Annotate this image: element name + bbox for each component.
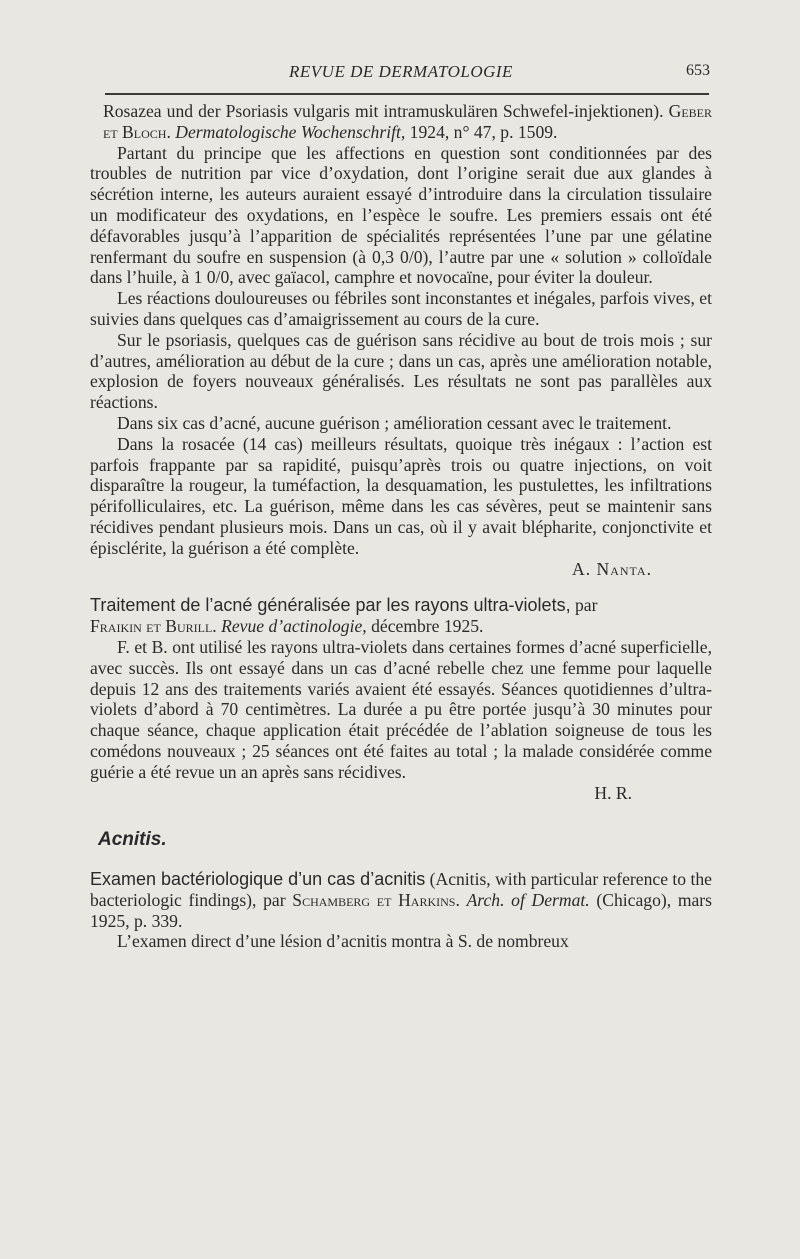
page-header bbox=[92, 62, 710, 86]
journal-name: Dermatologische Wochenschrift, bbox=[175, 121, 406, 142]
article-title: Traitement de l’acné généralisée par les rayons ultra-violets, bbox=[90, 595, 571, 616]
signature: H. R. bbox=[594, 782, 632, 803]
by-word: par bbox=[574, 595, 598, 616]
paragraph: L’examen direct d’une lésion d’acnitis montra à S. de nombreux bbox=[117, 931, 569, 952]
citation-date: décembre 1925. bbox=[371, 616, 484, 637]
header-rule bbox=[105, 93, 709, 95]
journal-name: Revue d’actinologie, bbox=[221, 616, 367, 637]
paragraph: F. et B. ont utilisé les rayons ultra-violets dans certaines formes d’acné superficielle, avec succès. Ils ont essayé dans un cas d’acné rebelle chez une femme pour laquelle depuis 12 ans des traitements variés avaient été essayés. Séances quotidiennes d’ultra-violets d’abord à 70 centimètres. La durée a pu être portée jusqu’à 30 minutes pour chaque séance, chaque application était précédée de l’ablation soigneuse de tous les comédons nouveaux ; 25 séances ont été faites au total ; la malade considérée comme guérie a été revue un an après sans récidives. bbox=[90, 636, 712, 782]
spacer bbox=[90, 803, 712, 830]
signature: A. Nanta. bbox=[572, 558, 652, 579]
article-authors: Geber et Bloch. bbox=[103, 101, 712, 142]
paragraph: Sur le psoriasis, quelques cas de guérison sans récidive au bout de trois mois ; sur d’autres, amélioration au début de la cure ; dans un cas, après une amélioration notable, explosion de foyers nouveaux généralisés. Les résultats ne sont pas parallèles aux réactions. bbox=[90, 329, 712, 413]
spacer bbox=[90, 579, 712, 595]
running-title: REVUE DE DERMATOLOGIE bbox=[289, 62, 513, 81]
page-body bbox=[90, 101, 712, 952]
paragraph: Dans la rosacée (14 cas) meilleurs résultats, quoique très inégaux : l’action est parfois frappante par sa rapidité, puisqu’après trois ou quatre injections, on voit disparaître la rougeur, la tuméfaction, la desquamation, les pustulettes, les infiltrations périfolliculaires, etc. La guérison, même dans les cas sévères, peut se maintenir sans récidives pendant plusieurs mois. Dans un cas, où il y avait blépharite, conjonctivite et épisclérite, la guérison a été complète. bbox=[90, 433, 712, 558]
citation-details: 1924, n° 47, p. 1509. bbox=[409, 121, 558, 142]
citation-details: (Chicago), mars 1925, p. 339. bbox=[90, 889, 713, 931]
paragraph: Les réactions douloureuses ou fébriles sont inconstantes et inégales, parfois vives, et suivies dans quelques cas d’amaigrissement au cours de la cure. bbox=[90, 288, 712, 329]
paragraph: Dans six cas d’acné, aucune guérison ; amélioration cessant avec le traitement. bbox=[117, 412, 672, 433]
article-heading bbox=[90, 595, 712, 637]
article-authors: Fraikin et Burill. bbox=[90, 616, 217, 637]
article-authors: Schamberg et Harkins. bbox=[292, 889, 460, 910]
article-heading bbox=[90, 869, 712, 931]
paragraph: Partant du principe que les affections en question sont conditionnées par des troubles de nutrition par vice d’oxydation, dont l’origine serait due aux glandes à sécrétion interne, les auteurs auraient essayé d’introduire dans la circulation tissulaire un modificateur des oxydations, en l’espèce le soufre. Les premiers essais ont été défavorables jusqu’à l’apparition de spécialités représentées l’une par une gélatine renfermant du soufre en suspension (à 0,3 0/0), l’autre par une « solution » colloïdale dans l’huile, à 1 0/0, avec gaïacol, camphre et novocaïne, pour éviter la douleur. bbox=[90, 142, 712, 288]
article-title: Examen bactériologique d’un cas d’acnitis bbox=[90, 869, 426, 890]
page-number: 653 bbox=[686, 62, 710, 79]
section-heading: Acnitis. bbox=[98, 829, 167, 851]
article-title-text: Rosazea und der Psoriasis vulgaris mit intramuskulären Schwefel-injektionen). bbox=[103, 101, 664, 121]
article-citation bbox=[90, 101, 712, 143]
article-subtitle: (Acnitis, with particular reference to the bacteriologic findings), par bbox=[90, 869, 712, 910]
journal-name: Arch. of Dermat. bbox=[466, 889, 590, 910]
spacer bbox=[90, 851, 712, 869]
